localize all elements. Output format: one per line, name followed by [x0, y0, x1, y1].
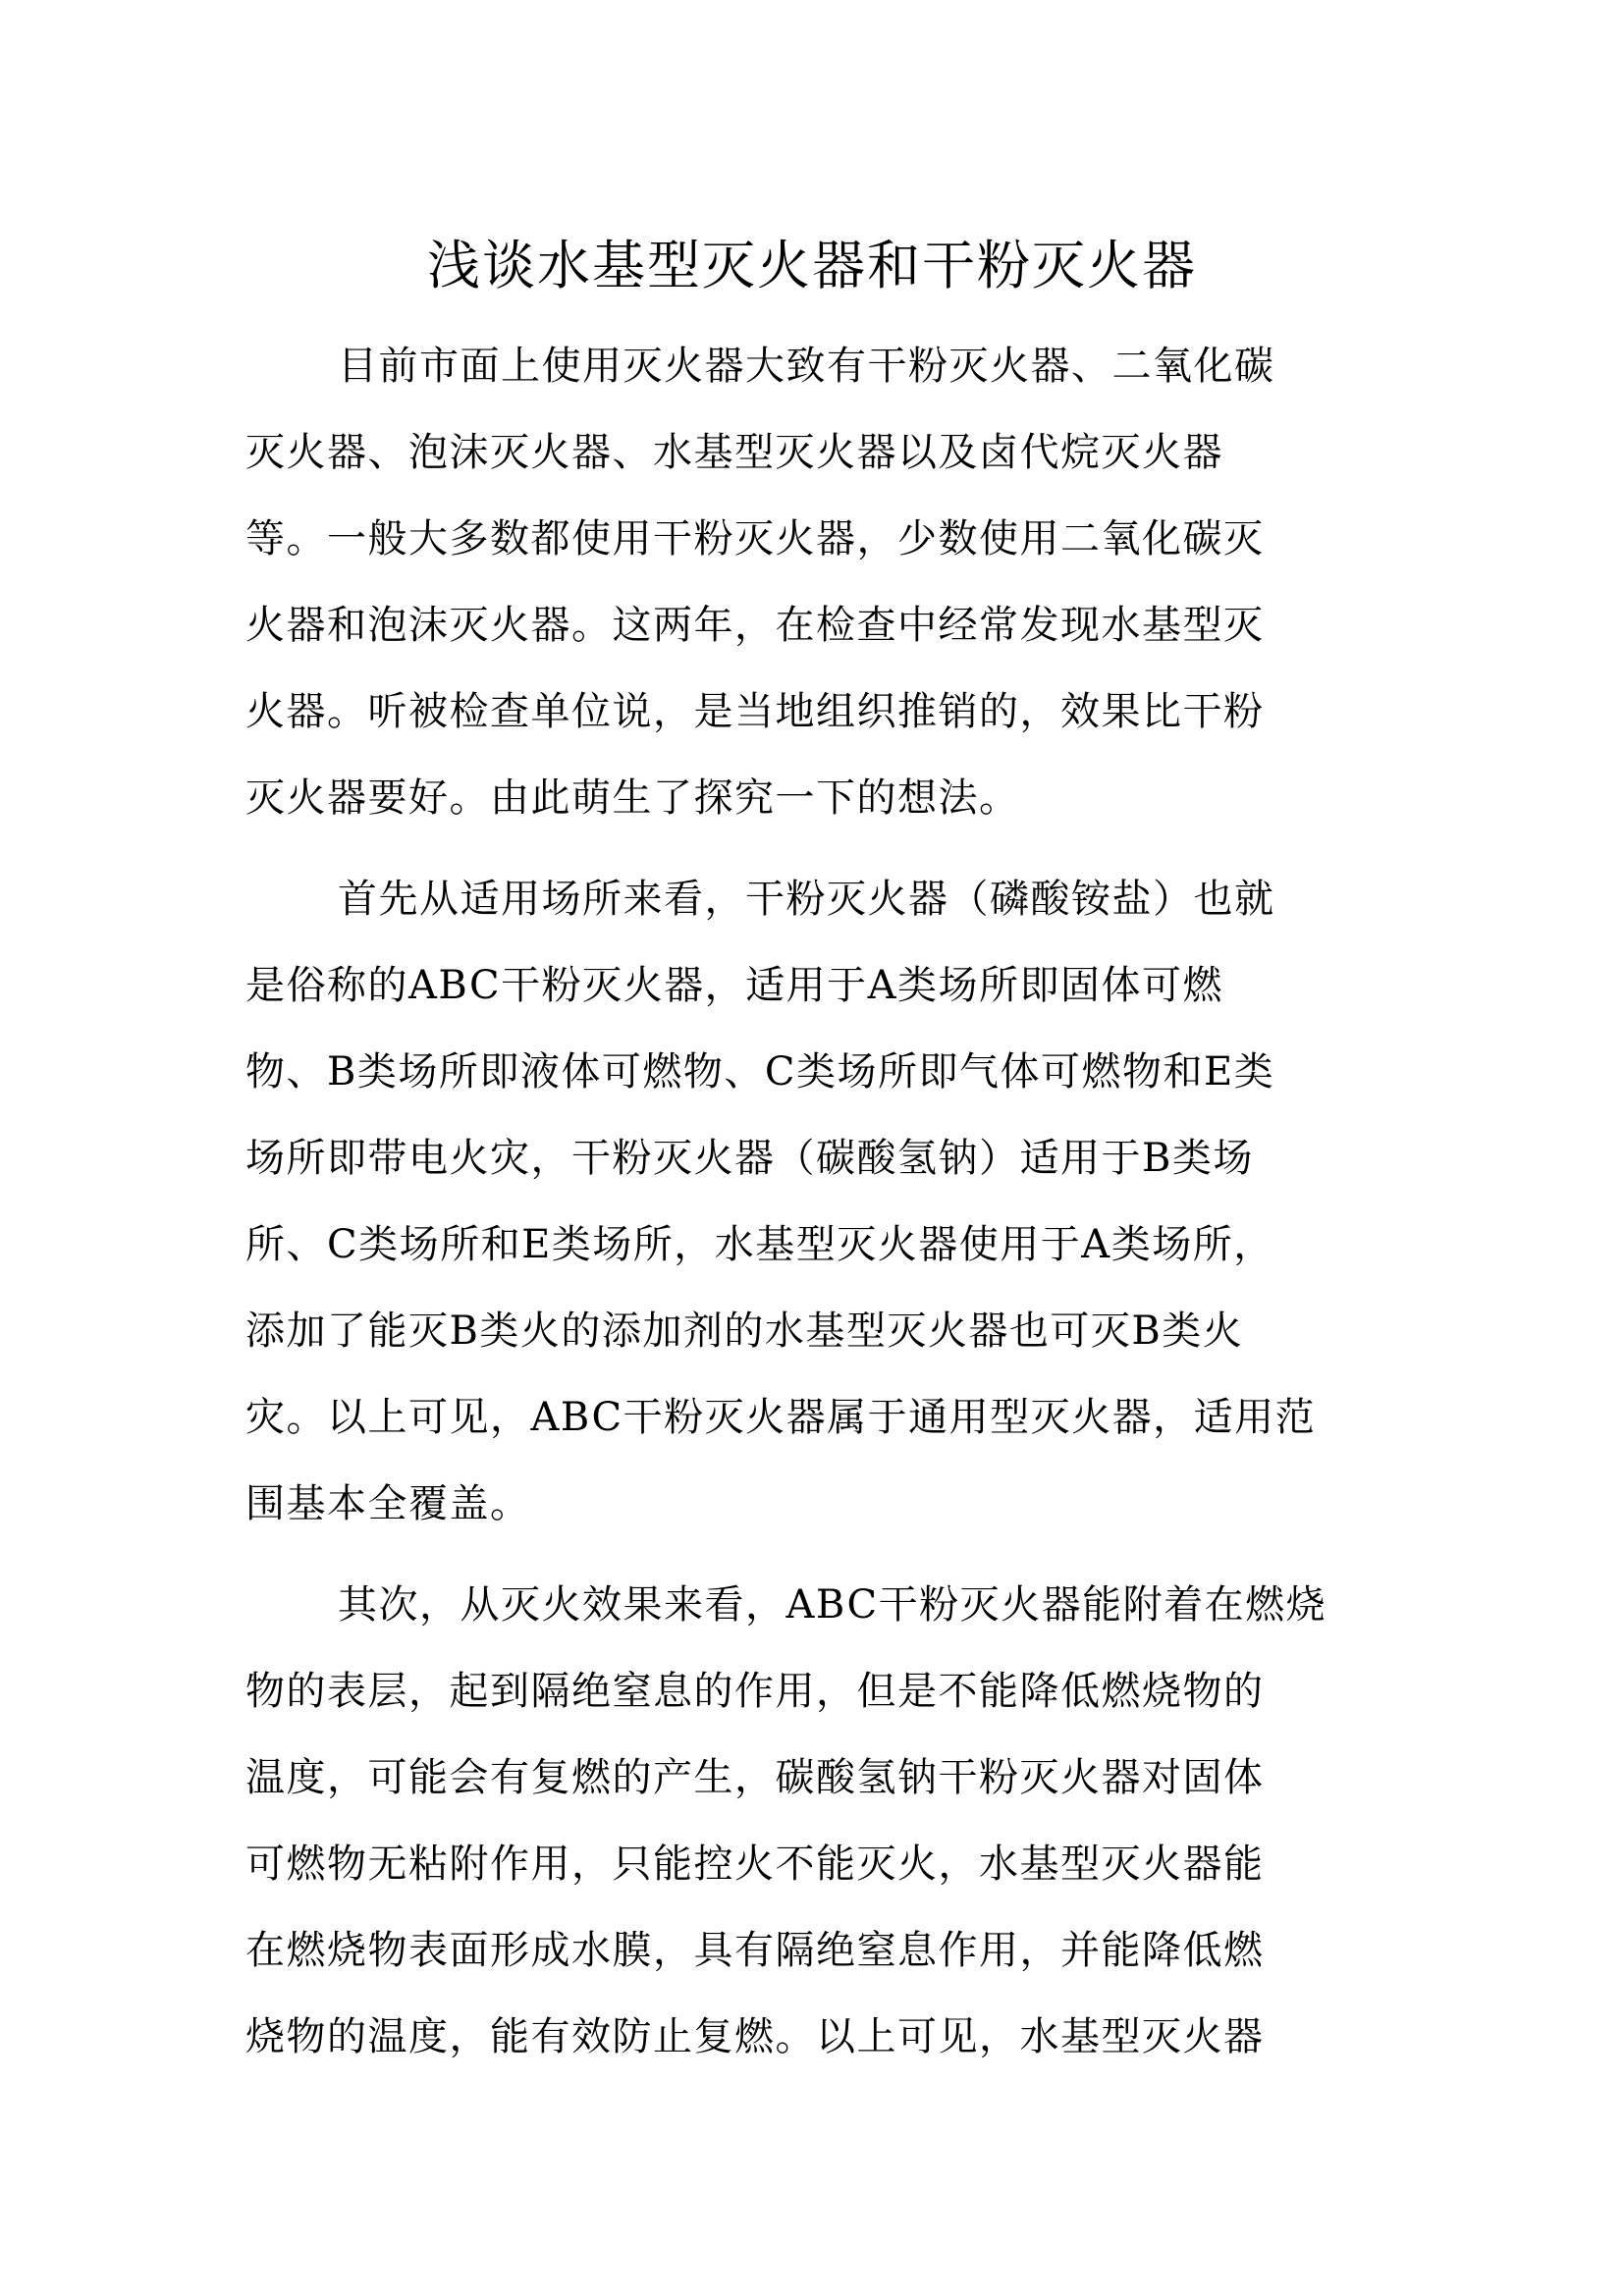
paragraph-line: 等。一般大多数都使用干粉灭火器，少数使用二氧化碳灭 [245, 516, 1265, 561]
paragraph-line: 是俗称的ABC干粉灭火器，适用于A类场所即固体可燃 [245, 963, 1224, 1008]
paragraph-line: 可燃物无粘附作用，只能控火不能灭火，水基型灭火器能 [245, 1842, 1265, 1887]
paragraph-line: 火器和泡沫灭火器。这两年，在检查中经常发现水基型灭 [245, 603, 1265, 648]
paragraph-line: 其次，从灭火效果来看，ABC干粉灭火器能附着在燃烧 [338, 1582, 1327, 1628]
paragraph-line: 在燃烧物表面形成水膜，具有隔绝窒息作用，并能降低燃 [245, 1928, 1265, 1973]
paragraph-intro [245, 323, 1384, 841]
document-title: 浅谈水基型灭火器和干粉灭火器 [427, 235, 1197, 296]
paragraph-line: 添加了能灭B类火的添加剂的水基型灭火器也可灭B类火 [245, 1308, 1244, 1354]
paragraph-line: 首先从适用场所来看，干粉灭火器（磷酸铵盐）也就 [338, 877, 1275, 922]
paragraph-line: 围基本全覆盖。 [245, 1481, 531, 1526]
paragraph-applicability [245, 856, 1384, 1547]
paragraph-line: 所、C类场所和E类场所，水基型灭火器使用于A类场所， [245, 1222, 1274, 1267]
paragraph-line: 灭火器要好。由此萌生了探究一下的想法。 [245, 775, 1020, 821]
paragraph-line: 目前市面上使用灭火器大致有干粉灭火器、二氧化碳 [338, 344, 1275, 389]
paragraph-line: 物、B类场所即液体可燃物、C类场所即气体可燃物和E类 [245, 1049, 1275, 1095]
paragraph-line: 灾。以上可见，ABC干粉灭火器属于通用型灭火器，适用范 [245, 1395, 1317, 1440]
paragraph-line: 物的表层，起到隔绝窒息的作用，但是不能降低燃烧物的 [245, 1669, 1265, 1714]
paragraph-effectiveness [245, 1562, 1384, 2080]
paragraph-line: 火器。听被检查单位说，是当地组织推销的，效果比干粉 [245, 689, 1265, 734]
paragraph-line: 温度，可能会有复燃的产生，碳酸氢钠干粉灭火器对固体 [245, 1755, 1265, 1800]
paragraph-line: 灭火器、泡沫灭火器、水基型灭火器以及卤代烷灭火器 [245, 430, 1223, 475]
paragraph-line: 场所即带电火灾，干粉灭火器（碳酸氢钠）适用于B类场 [245, 1136, 1254, 1181]
paragraph-line: 烧物的温度，能有效防止复燃。以上可见，水基型灭火器 [245, 2014, 1265, 2059]
